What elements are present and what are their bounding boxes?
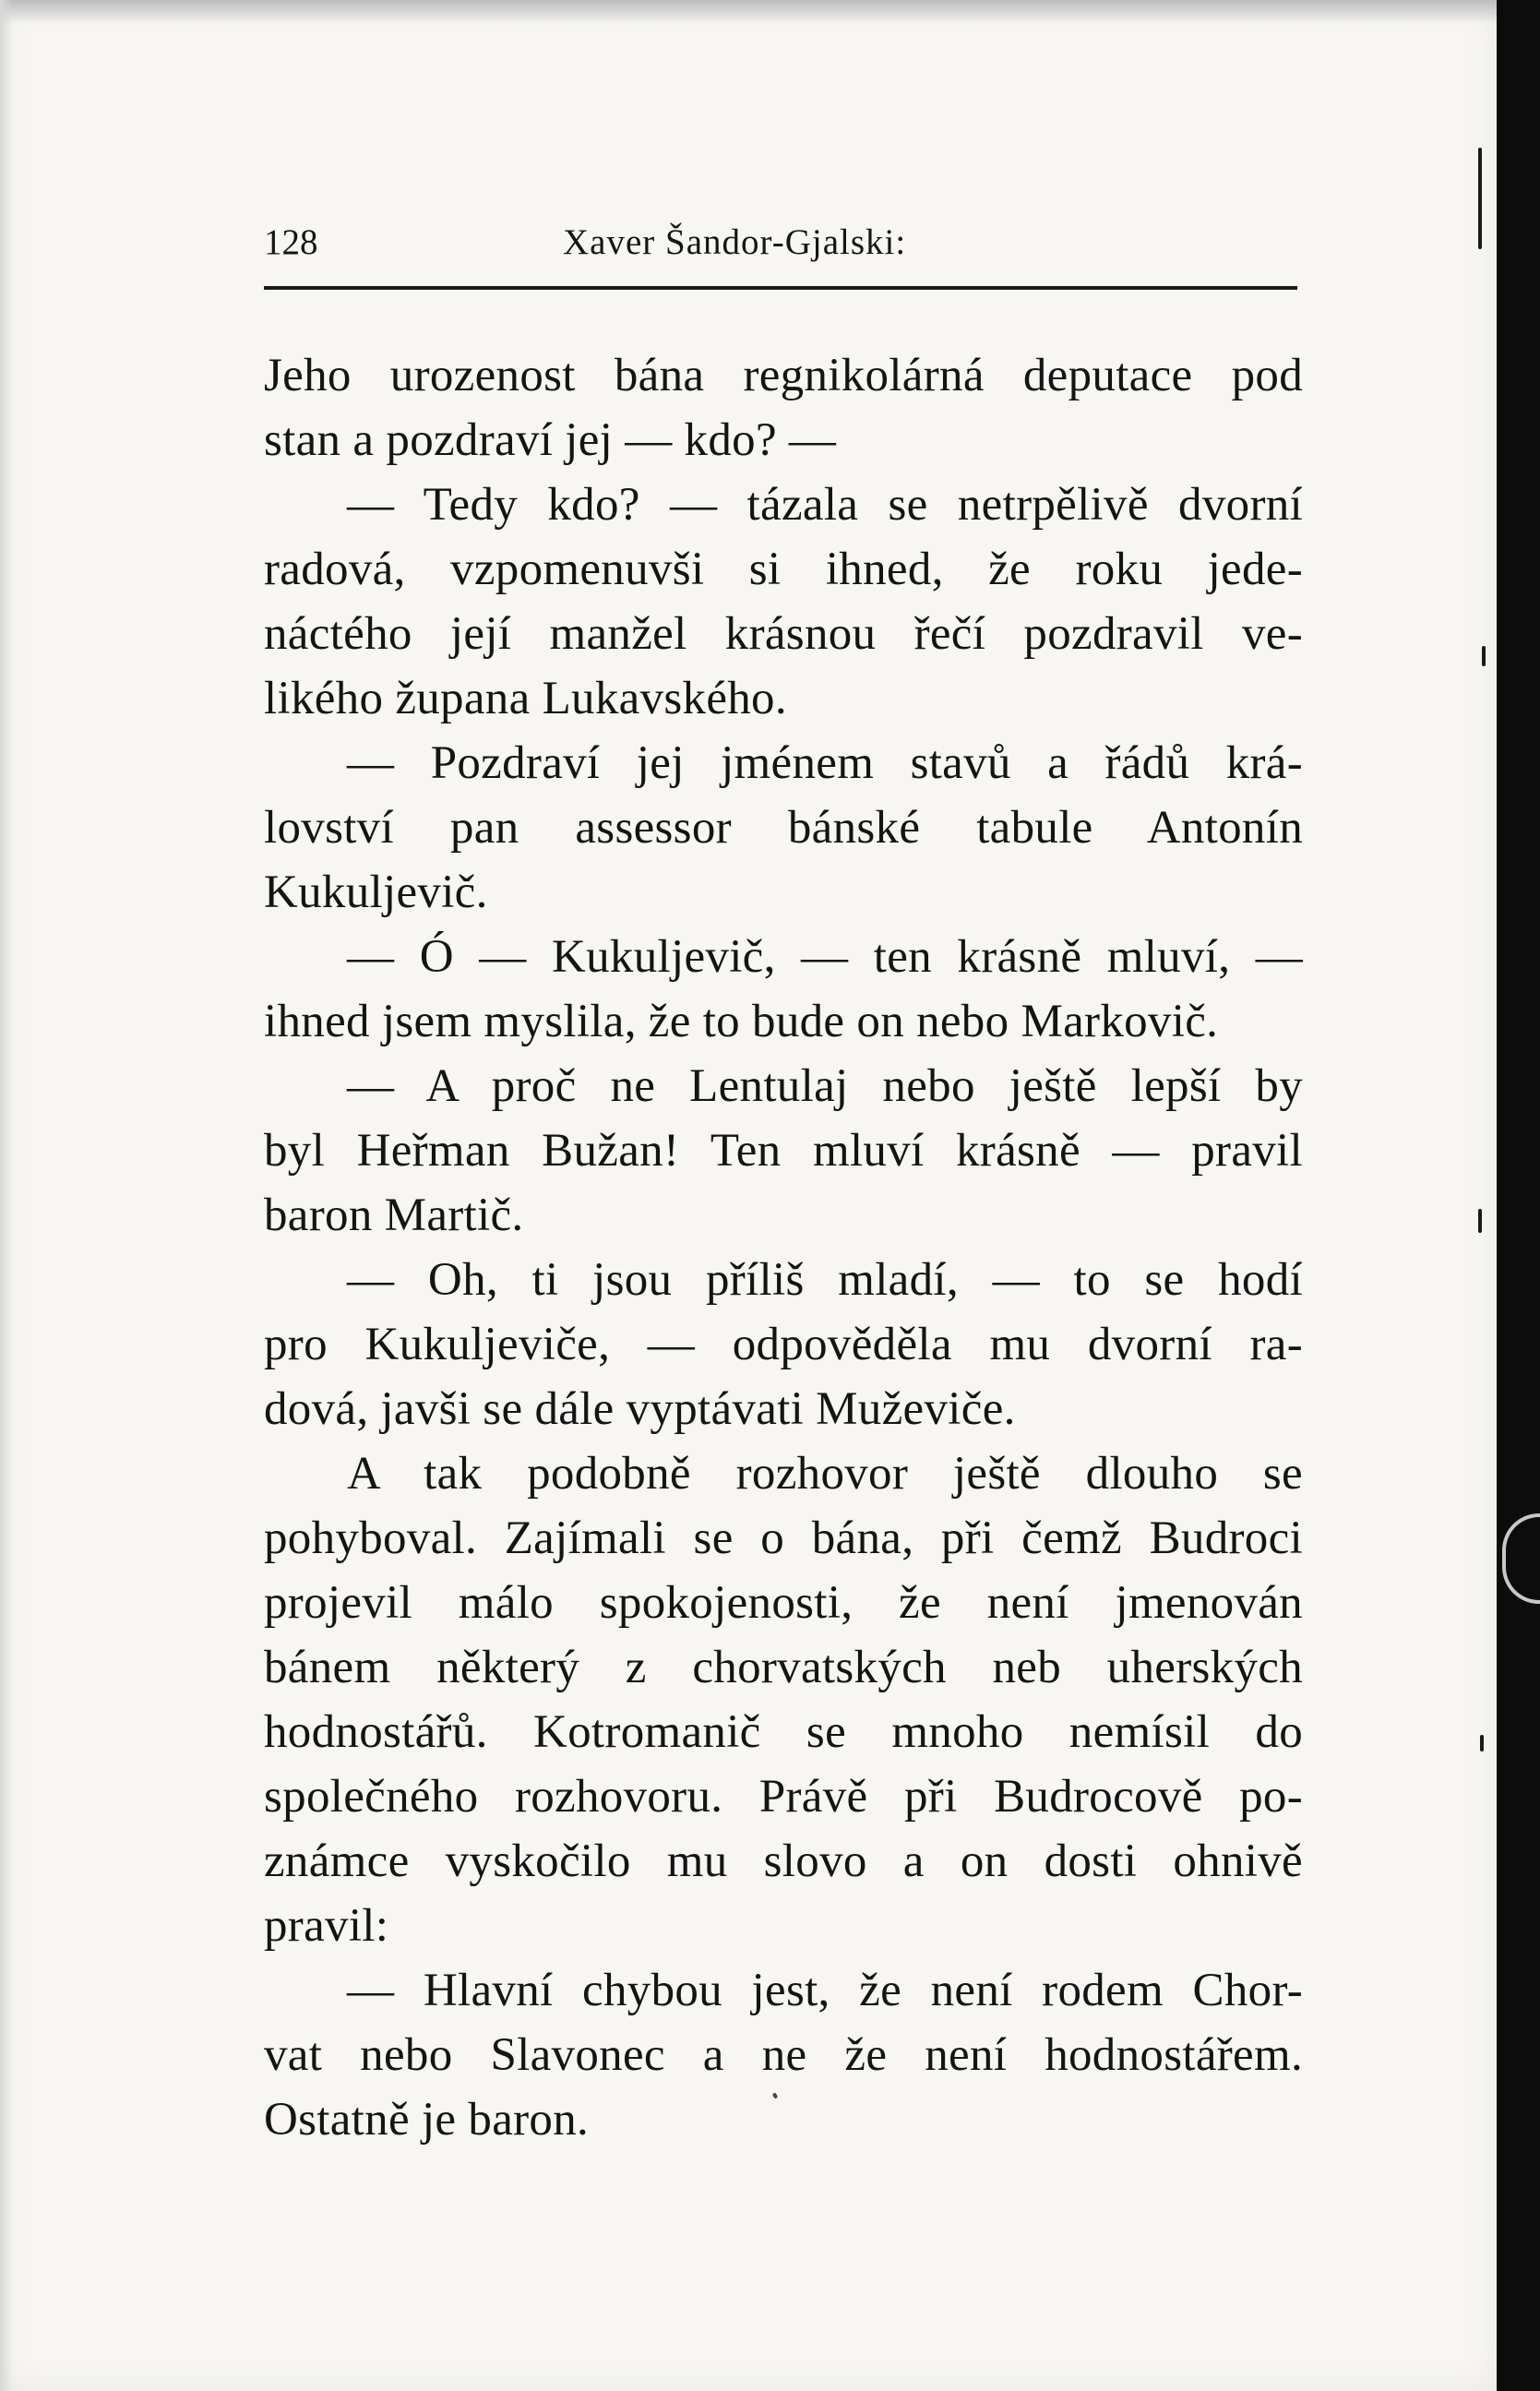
text-line: Jeho urozenost bána regnikolárná deputace pod	[264, 350, 1303, 401]
text-line: bánem některý z chorvatských neb uherských	[264, 1642, 1303, 1693]
body-text	[264, 343, 1303, 2152]
scan-edge-curl	[1502, 1513, 1540, 1604]
text-line: byl Heřman Bužan! Ten mluví krásně — pravil	[264, 1125, 1303, 1177]
text-line: vat nebo Slavonec a ne že není hodnostářem.	[264, 2029, 1303, 2081]
running-header	[264, 221, 1297, 268]
text-line: baron Martič.	[264, 1190, 524, 1241]
text-line: — Pozdraví jej jménem stavů a řádů krá-	[347, 737, 1303, 789]
text-line: pro Kukuljeviče, — odpověděla mu dvorní ra-	[264, 1319, 1303, 1370]
margin-mark	[1482, 646, 1486, 666]
text-line: pravil:	[264, 1900, 389, 1952]
text-line: — A proč ne Lentulaj nebo ještě lepší by	[347, 1060, 1303, 1112]
text-line: — Oh, ti jsou příliš mladí, — to se hodí	[347, 1254, 1303, 1306]
scan-top-shadow	[0, 0, 1497, 24]
text-line: projevil málo spokojenosti, že není jmenován	[264, 1577, 1303, 1629]
text-line: Kukuljevič.	[264, 867, 488, 918]
author-title: Xaver Šandor-Gjalski:	[563, 222, 907, 262]
margin-mark	[1478, 148, 1482, 249]
text-line: radová, vzpomenuvši si ihned, že roku jede-	[264, 544, 1303, 595]
text-line: lovství pan assessor bánské tabule Antonín	[264, 802, 1303, 854]
scan-left-edge	[0, 0, 13, 2391]
text-line: stan a pozdraví jej — kdo? —	[264, 414, 837, 466]
text-line: — Tedy kdo? — tázala se netrpělivě dvorní	[347, 479, 1303, 531]
text-line: — Ó — Kukuljevič, — ten krásně mluví, —	[347, 931, 1303, 983]
text-line: Ostatně je baron.	[264, 2094, 590, 2146]
text-line: hodnostářů. Kotromanič se mnoho nemísil do	[264, 1706, 1303, 1758]
text-line: náctého její manžel krásnou řečí pozdravil ve-	[264, 608, 1303, 660]
text-line: A tak podobně rozhovor ještě dlouho se	[347, 1448, 1303, 1500]
text-line: známce vyskočilo mu slovo a on dosti ohnivě	[264, 1835, 1303, 1887]
page-number: 128	[264, 222, 318, 262]
margin-mark	[1480, 1735, 1484, 1751]
text-line: likého župana Lukavského.	[264, 673, 787, 724]
text-line: — Hlavní chybou jest, že není rodem Chor-	[347, 1965, 1303, 2016]
text-line: společného rozhovoru. Právě při Budrocově po-	[264, 1771, 1303, 1823]
text-line: pohyboval. Zajímali se o bána, při čemž Budroci	[264, 1512, 1303, 1564]
text-line: ihned jsem myslila, že to bude on nebo Markovič.	[264, 996, 1219, 1047]
text-line: dová, javši se dále vyptávati Muževiče.	[264, 1383, 1016, 1435]
header-rule	[264, 286, 1297, 290]
margin-mark	[1478, 1209, 1482, 1233]
